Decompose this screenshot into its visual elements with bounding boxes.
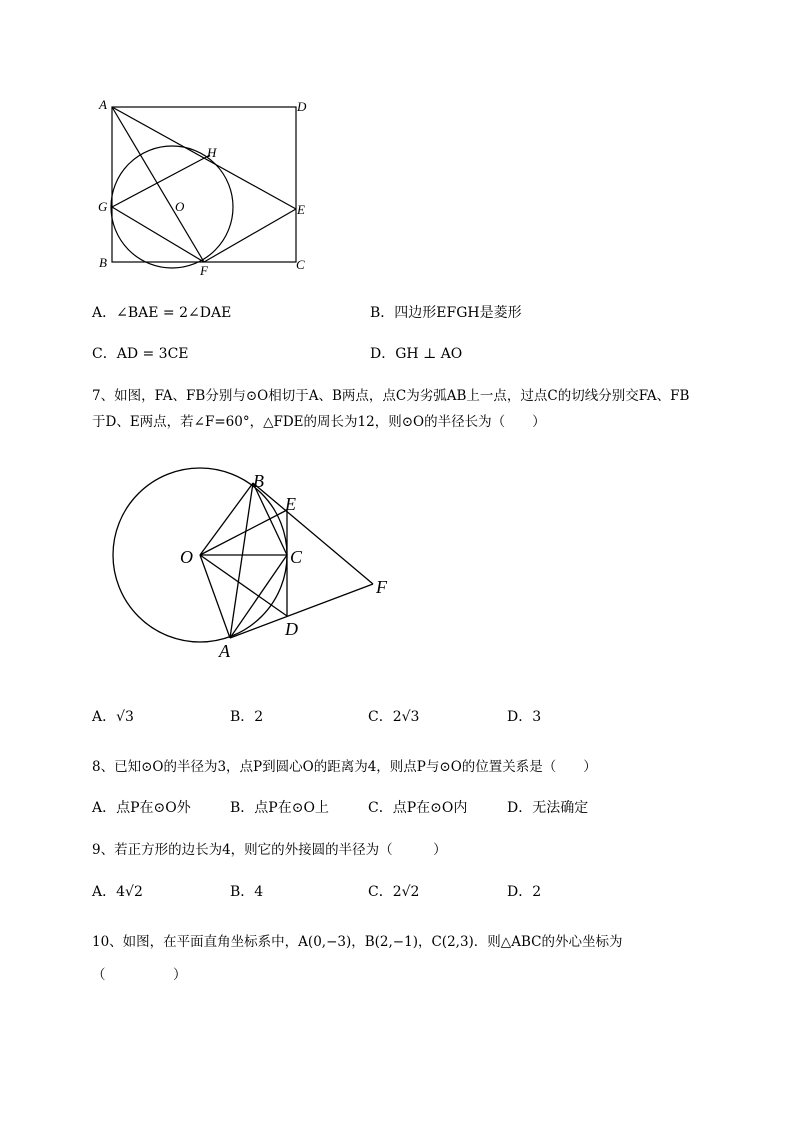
q9-stem: 9、若正方形的边长为4，则它的外接圆的半径为（ ） — [92, 842, 447, 858]
figure-rectangle-circle — [90, 95, 320, 285]
q7-option-d[interactable] — [507, 707, 541, 727]
label-e: E — [297, 202, 305, 217]
q7-option-b[interactable] — [230, 707, 263, 727]
q7-stem-line2: 于D、E两点，若∠F=60°，△FDE的周长为12，则⊙O的半径长为（ ） — [92, 414, 546, 430]
q9-option-b-letter: B． — [230, 884, 255, 900]
q6-option-d[interactable] — [370, 344, 462, 364]
q9-option-a-letter: A． — [92, 884, 117, 900]
q9-option-b-text: 4 — [254, 884, 264, 900]
q7-option-a[interactable] — [92, 707, 134, 727]
q7-option-c-letter: C． — [368, 709, 393, 725]
q9-option-b[interactable] — [230, 882, 263, 902]
label-e: E — [285, 494, 296, 514]
q6-option-a[interactable] — [92, 303, 231, 323]
q6-option-d-letter: D． — [370, 346, 396, 362]
q8-option-a-text: 点P在⊙O外 — [116, 800, 191, 816]
label-o: O — [175, 199, 185, 214]
q7-stem-line1: 7、如图，FA、FB分别与⊙O相切于A、B两点，点C为劣弧AB上一点，过点C的切线分别交FA、FB — [92, 388, 690, 404]
line-fb — [253, 483, 373, 584]
q7-option-b-letter: B． — [230, 709, 255, 725]
q6-option-c-letter: C． — [92, 346, 117, 362]
figure-circle-tangents — [105, 465, 415, 665]
q8-stem: 8、已知⊙O的半径为3，点P到圆心O的距离为4，则点P与⊙O的位置关系是（ ） — [92, 759, 597, 775]
label-f: F — [376, 577, 387, 597]
q7-option-a-text: √3 — [116, 709, 134, 725]
label-d: D — [297, 99, 307, 114]
q9-option-d[interactable] — [507, 882, 541, 902]
label-f: F — [200, 263, 208, 278]
q6-option-c[interactable] — [92, 344, 189, 364]
q8-option-d[interactable] — [507, 798, 588, 818]
q8-option-c[interactable] — [368, 798, 467, 818]
q6-option-a-text: ∠BAE = 2∠DAE — [116, 305, 232, 321]
q10-stem-line1: 10、如图，在平面直角坐标系中，A(0,−3)，B(2,−1)，C(2,3)．则△ABC的外心坐标为 — [92, 934, 623, 950]
q9-option-c-text: 2√2 — [392, 884, 420, 900]
q7-option-a-letter: A． — [92, 709, 117, 725]
q8-option-c-text: 点P在⊙O内 — [392, 800, 468, 816]
q7-option-d-text: 3 — [532, 709, 542, 725]
q7-option-c[interactable] — [368, 707, 419, 727]
q6-option-b[interactable] — [370, 303, 522, 323]
label-b: B — [99, 255, 107, 270]
label-b: B — [253, 471, 264, 491]
rectangle-abcd — [112, 107, 296, 262]
line-ob — [200, 483, 253, 555]
q7-option-b-text: 2 — [254, 709, 264, 725]
q8-option-c-letter: C． — [368, 800, 393, 816]
q9-option-a-text: 4√2 — [116, 884, 143, 900]
q6-option-b-letter: B． — [370, 305, 395, 321]
q9-option-c[interactable] — [368, 882, 419, 902]
line-od — [200, 555, 287, 616]
q9-option-d-letter: D． — [507, 884, 533, 900]
q6-option-a-letter: A． — [92, 305, 117, 321]
line-bc — [253, 483, 287, 555]
q8-option-a[interactable] — [92, 798, 191, 818]
q8-option-b[interactable] — [230, 798, 329, 818]
q9-option-a[interactable] — [92, 882, 143, 902]
q6-option-b-text: 四边形EFGH是菱形 — [394, 305, 522, 321]
label-g: G — [98, 199, 108, 214]
line-gf — [112, 207, 204, 262]
line-gh — [112, 155, 210, 207]
label-a: A — [219, 641, 230, 661]
q6-option-c-text: AD = 3CE — [116, 346, 189, 362]
line-af — [112, 107, 204, 262]
line-fa — [230, 584, 373, 638]
label-a: A — [99, 97, 107, 112]
label-c: C — [296, 257, 305, 272]
q6-option-d-text: GH ⊥ AO — [395, 346, 463, 362]
label-h: H — [207, 145, 217, 160]
q8-option-d-text: 无法确定 — [532, 800, 589, 816]
q8-option-a-letter: A． — [92, 800, 117, 816]
label-o: O — [180, 547, 193, 567]
q7-option-c-text: 2√3 — [392, 709, 420, 725]
label-d: D — [285, 619, 298, 639]
q9-option-d-text: 2 — [532, 884, 542, 900]
q8-option-b-letter: B． — [230, 800, 255, 816]
q8-option-d-letter: D． — [507, 800, 533, 816]
line-fe — [204, 209, 296, 262]
q7-option-d-letter: D． — [507, 709, 533, 725]
line-ab — [230, 483, 253, 638]
q10-stem-line2: （ ） — [92, 967, 187, 983]
line-oa — [200, 555, 230, 638]
line-ac — [230, 555, 287, 638]
q8-option-b-text: 点P在⊙O上 — [254, 800, 329, 816]
label-c: C — [290, 547, 303, 567]
q9-option-c-letter: C． — [368, 884, 393, 900]
